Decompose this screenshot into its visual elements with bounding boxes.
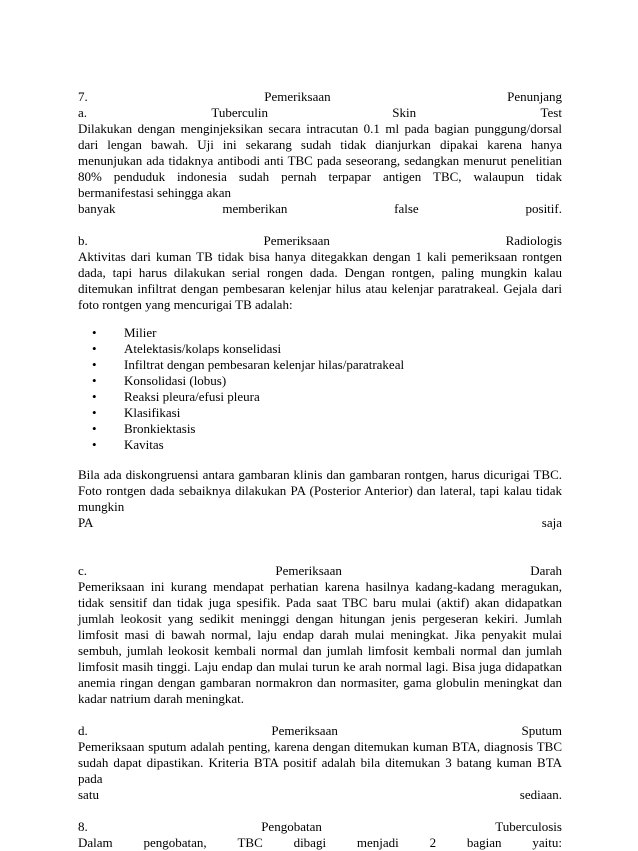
bullet-icon: •: [92, 373, 97, 388]
bullet-icon: •: [92, 389, 97, 404]
list-item: • Bronkiektasis: [92, 421, 196, 436]
section-7-heading: 7. Pemeriksaan Penunjang: [78, 89, 562, 104]
bullet-icon: •: [92, 405, 97, 420]
subsection-b-after-last-line: PA saja: [78, 515, 562, 530]
bullet-icon: •: [92, 357, 97, 372]
subsection-b-heading: b. Pemeriksaan Radiologis: [78, 233, 562, 248]
list-item: • Kavitas: [92, 437, 164, 452]
list-item: • Klasifikasi: [92, 405, 181, 420]
bullet-icon: •: [92, 341, 97, 356]
list-item: • Atelektasis/kolaps konselidasi: [92, 341, 282, 356]
subsection-a-heading: a. Tuberculin Skin Test: [78, 105, 562, 120]
document-page: [78, 89, 562, 851]
list-item: • Milier: [92, 325, 157, 340]
list-item: • Reaksi pleura/efusi pleura: [92, 389, 260, 404]
subsection-a-last-line: banyak memberikan false positif.: [78, 201, 562, 216]
section-8-heading: 8. Pengobatan Tuberculosis: [78, 819, 562, 834]
radiology-findings-list: [78, 325, 562, 453]
list-item: • Konsolidasi (lobus): [92, 373, 227, 388]
section-8-intro-line: Dalam pengobatan, TBC dibagi menjadi 2 bagian yaitu:: [78, 835, 562, 850]
subsection-d-last-line: satu sediaan.: [78, 787, 562, 802]
subsection-d-heading: d. Pemeriksaan Sputum: [78, 723, 562, 738]
bullet-icon: •: [92, 437, 97, 452]
subsection-b-after-paragraph: Bila ada diskongruensi antara gambaran klinis dan gambaran rontgen, harus dicurigai TBC. Foto rontgen dada sebaiknya dilakukan PA (Posterior Anterior) dan lateral, tapi kalau tidak mungkin: [78, 467, 562, 514]
subsection-a-body: Dilakukan dengan menginjeksikan secara intracutan 0.1 ml pada bagian punggung/dorsal dari lengan bawah. Uji ini sekarang sudah tidak dianjurkan dipakai karena hanya menunjukan ada tidaknya antibodi anti TBC pada seseorang, sedangkan menurut penelitian 80% penduduk indonesia sudah pernah terpapar antigen TBC, walaupun tidak bermanifestasi sehingga akan: [78, 121, 562, 200]
list-item: • Infiltrat dengan pembesaran kelenjar hilas/paratrakeal: [92, 357, 405, 372]
bullet-icon: •: [92, 421, 97, 436]
subsection-d-body: Pemeriksaan sputum adalah penting, karena dengan ditemukan kuman BTA, diagnosis TBC sudah dapat dipastikan. Kriteria BTA positif adalah bila ditemukan 3 batang kuman BTA pada: [78, 739, 562, 786]
subsection-c-body: Pemeriksaan ini kurang mendapat perhatian karena hasilnya kadang-kadang meragukan, tidak sensitif dan tidak juga spesifik. Pada saat TBC baru mulai (aktif) akan didapatkan jumlah leokosit yang sedikit meninggi dengan hitungan jenis pergeseran kekiri. Jumlah limfosit masi di bawah normal, laju endap darah mulai meningkat. Jika penyakit mulai sembuh, jumlah leokosit kembali normal dan jumlah limfosit kembali normal dan jumlah limfosit masih tinggi. Laju endap dan mulai turun ke arah normal lagi. Bisa juga didapatkan anemia ringan dengan gambaran normakron dan normasiter, gama globulin meningkat dan kadar natrium darah meningkat.: [78, 579, 562, 706]
subsection-b-body: Aktivitas dari kuman TB tidak bisa hanya ditegakkan dengan 1 kali pemeriksaan rontgen dada, tapi harus dilakukan serial rongen dada. Dengan rontgen, paling mungkin kalau ditemukan infiltrat dengan pembesaran kelenjar hilus atau kelenjar paratrakeal. Gejala dari foto rontgen yang mencurigai TB adalah:: [78, 249, 562, 312]
subsection-c-heading: c. Pemeriksaan Darah: [78, 563, 562, 578]
bullet-icon: •: [92, 325, 97, 340]
